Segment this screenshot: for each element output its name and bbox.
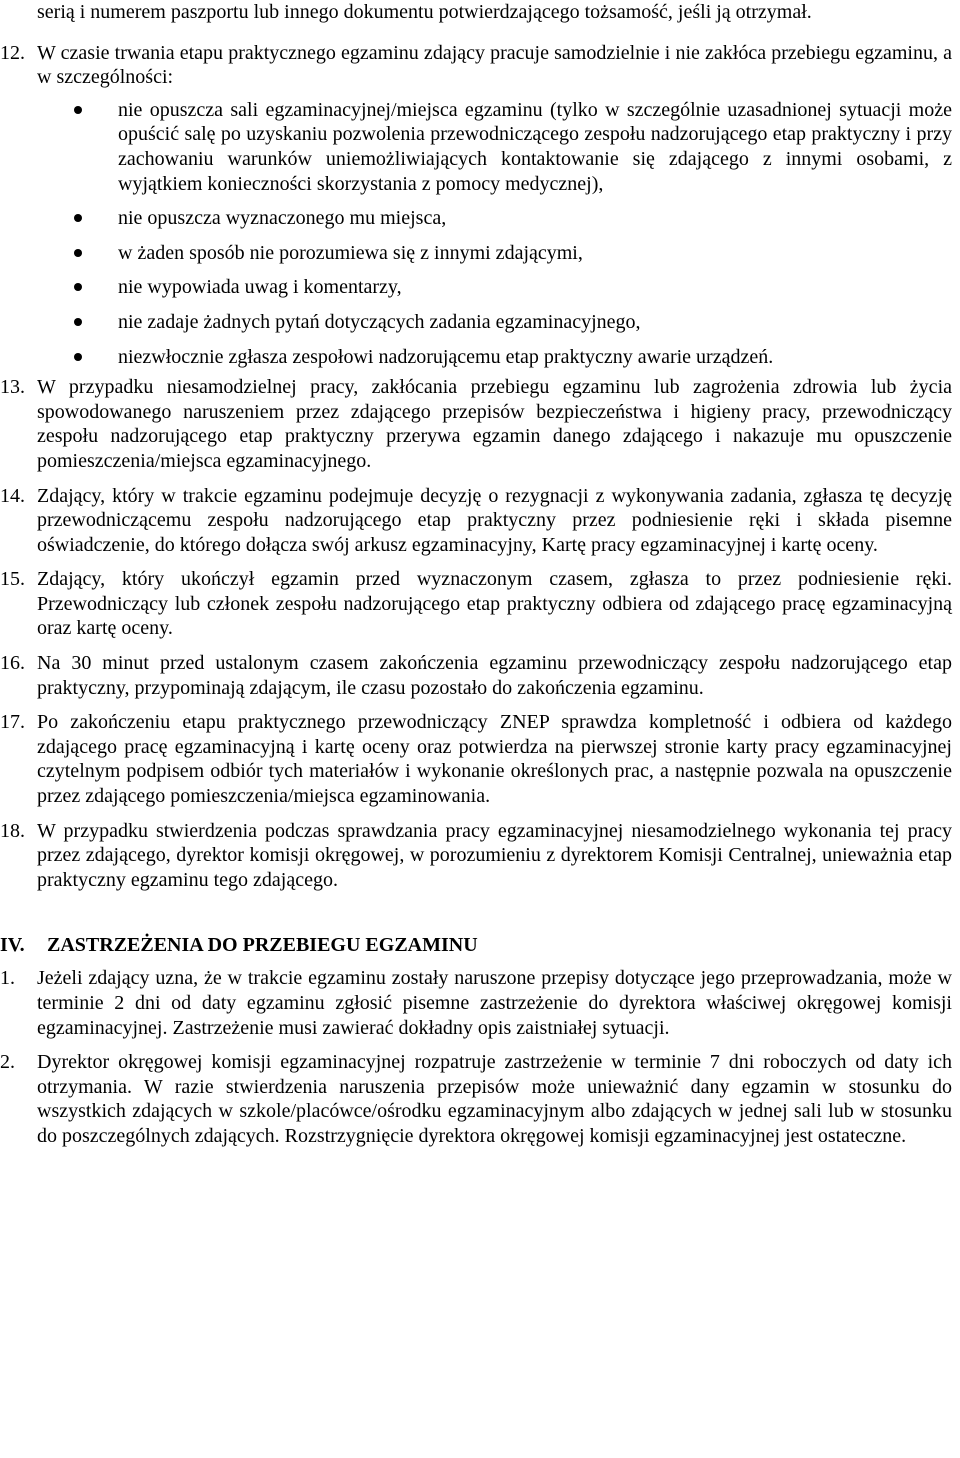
item-number: 16. xyxy=(0,652,25,675)
rule-item-18 xyxy=(0,819,952,893)
item-text: Na 30 minut przed ustalonym czasem zakończenia egzaminu przewodniczący zespołu nadzorującego etap praktyczny, przypominają zdającym, ile czasu pozostało do zakończenia egzaminu. xyxy=(37,652,952,699)
rule-item-12 xyxy=(0,41,952,90)
item-text: Jeżeli zdający uzna, że w trakcie egzaminu zostały naruszone przepisy dotyczące jego przeprowadzania, może w terminie 2 dni od daty egzaminu zgłosić pisemne zastrzeżenie do dyrektora właściwej okręgowej komisji egzaminacyjnej. Zastrzeżenie musi zawierać dokładny opis zaistniałej sytuacji. xyxy=(37,967,952,1039)
item-number: 18. xyxy=(0,819,25,842)
rule-item-13 xyxy=(0,375,952,473)
bullet-item xyxy=(118,345,952,370)
rule-item-17 xyxy=(0,710,952,808)
bullet-dot-icon xyxy=(74,214,82,222)
item-text: W przypadku stwierdzenia podczas sprawdzania pracy egzaminacyjnej niesamodzielnego wykonania tej pracy przez zdającego, dyrektor komisji okręgowej, w porozumieniu z dyrektorem Komisji Centralnej, unieważnia etap praktyczny egzaminu tego zdającego. xyxy=(37,819,952,891)
rule-item-14 xyxy=(0,484,952,558)
bullet-item xyxy=(118,206,952,231)
rule-item-15 xyxy=(0,567,952,641)
item-number: 14. xyxy=(0,484,25,507)
intro-paragraph: serią i numerem paszportu lub innego dokumentu potwierdzającego tożsamość, jeśli ją otrzymał. xyxy=(37,1,812,23)
bullet-text: nie opuszcza wyznaczonego mu miejsca, xyxy=(118,207,447,230)
rule-item-16 xyxy=(0,651,952,700)
item-number: 17. xyxy=(0,711,25,734)
section-number: IV. xyxy=(0,934,25,957)
bullet-text: nie wypowiada uwag i komentarzy, xyxy=(118,276,402,299)
item-number: 13. xyxy=(0,376,25,399)
bullet-dot-icon xyxy=(74,106,82,114)
bullet-text: w żaden sposób nie porozumiewa się z innymi zdającymi, xyxy=(118,241,583,264)
item-text: Dyrektor okręgowej komisji egzaminacyjnej rozpatruje zastrzeżenie w terminie 7 dni roboczych od daty ich otrzymania. W razie stwierdzenia naruszenia przepisów może unieważnić dany egzamin w stosunku do wszystkich zdających w szkole/placówce/ośrodku egzaminacyjnym albo zdających w jednej sali lub w stosunku do poszczególnych zdających. Rozstrzygnięcie dyrektora okręgowej komisji egzaminacyjnej jest ostateczne. xyxy=(37,1051,952,1147)
bullet-item xyxy=(118,241,952,266)
bullet-text: niezwłocznie zgłasza zespołowi nadzorującemu etap praktyczny awarie urządzeń. xyxy=(118,345,774,368)
item-text: Po zakończeniu etapu praktycznego przewodniczący ZNEP sprawdza kompletność i odbiera od każdego zdającego pracę egzaminacyjną i kartę oceny oraz potwierdza na pierwszej stronie karty pracy egzaminacyjnej czytelnym podpisem odbiór tych materiałów i wykonanie określonych prac, a następnie pozwala na opuszczenie przez zdającego pomieszczenia/miejsca egzaminowania. xyxy=(37,711,952,808)
item-number: 2. xyxy=(0,1051,15,1074)
item-text: Zdający, który w trakcie egzaminu podejmuje decyzję o rezygnacji z wykonywania zadania, zgłasza tę decyzję przewodniczącemu zespołu nadzorującego etap praktyczny przez podniesienie ręki i składa pisemne oświadczenie, do którego dołącza swój arkusz egzaminacyjny, Kartę pracy egzaminacyjnej i kartę oceny. xyxy=(37,484,952,556)
bullet-item xyxy=(118,310,952,335)
bullet-dot-icon xyxy=(74,353,82,361)
item-text: Zdający, który ukończył egzamin przed wyznaczonym czasem, zgłasza to przez podniesienie ręki. Przewodniczący lub członek zespołu nadzorującego etap praktyczny odbiera od zdającego pracę egzaminacyjną oraz kartę oceny. xyxy=(37,568,952,640)
objection-item-2 xyxy=(0,1050,952,1148)
bullet-dot-icon xyxy=(74,283,82,291)
bullet-item xyxy=(118,98,952,196)
section-title: ZASTRZEŻENIA DO PRZEBIEGU EGZAMINU xyxy=(47,934,478,957)
bullet-item xyxy=(118,275,952,300)
item-text: W czasie trwania etapu praktycznego egzaminu zdający pracuje samodzielnie i nie zakłóca przebiegu egzaminu, a w szczególności: xyxy=(37,41,952,89)
item-text: W przypadku niesamodzielnej pracy, zakłócania przebiegu egzaminu lub zagrożenia zdrowia lub życia spowodowanego naruszeniem przez zdającego przepisów bezpieczeństwa i higieny pracy, przewodniczący zespołu nadzorującego etap praktyczny przerywa egzamin danego zdającego i nakazuje mu opuszczenie pomieszczenia/miejsca egzaminacyjnego. xyxy=(37,376,952,472)
section-heading xyxy=(0,932,952,958)
item-number: 12. xyxy=(0,41,25,64)
bullet-dot-icon xyxy=(74,318,82,326)
bullet-text: nie zadaje żadnych pytań dotyczących zadania egzaminacyjnego, xyxy=(118,310,641,333)
objection-item-1 xyxy=(0,966,952,1040)
bullet-dot-icon xyxy=(74,249,82,257)
item-number: 15. xyxy=(0,568,25,591)
bullet-text: nie opuszcza sali egzaminacyjnej/miejsca egzaminu (tylko w szczególnie uzasadnionej sytuacji może opuścić salę po uzyskaniu pozwolenia przewodniczącego zespołu nadzorującego etap praktyczny i przy zachowaniu warunków uniemożliwiających kontaktowanie się zdającego z innymi osobami, z wyjątkiem konieczności skorzystania z pomocy medycznej), xyxy=(118,98,952,195)
item-number: 1. xyxy=(0,967,15,990)
bullet-list xyxy=(37,98,952,369)
